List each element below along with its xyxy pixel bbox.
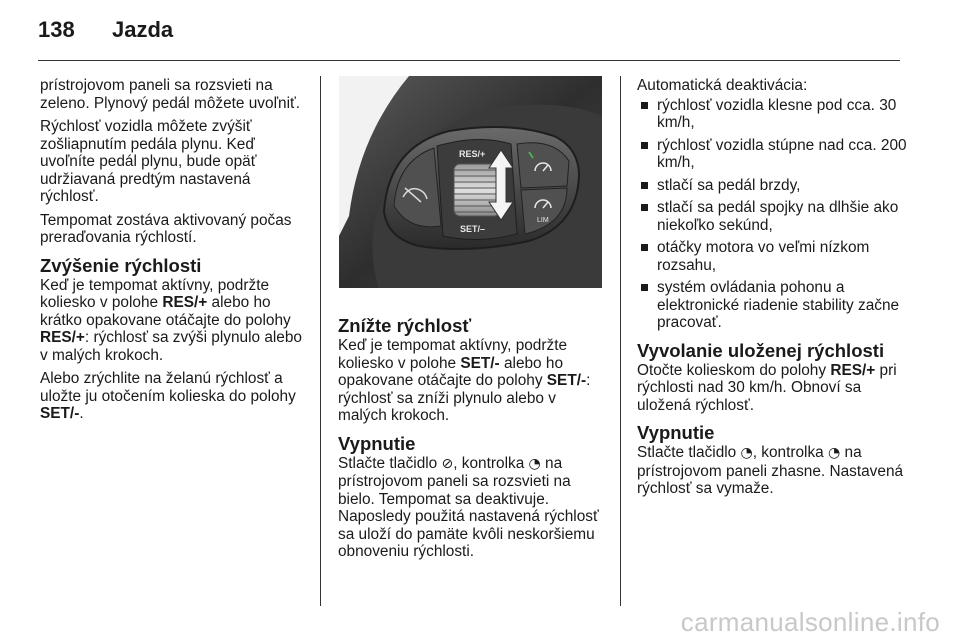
section-heading-decrease-speed: Znížte rýchlosť (338, 315, 472, 336)
cruise-control-cancel-icon: ⊘ (441, 455, 454, 472)
cruise-control-indicator-icon: ◔ (740, 445, 753, 461)
list-item: systém ovládania pohonu a elektronické riadenie stability začne pracovať. (637, 279, 909, 332)
list-item: stlačí sa pedál spojky na dlhšie ako niekoľko sekúnd, (637, 199, 909, 234)
paragraph: Tempomat zostáva aktivovaný počas preraďovania rýchlostí. (40, 211, 292, 246)
paragraph: Keď je tempomat aktívny, podržte koliesko v polohe SET/- alebo ho opakovane otáčajte do polohy SET/-: rýchlosť sa zníži plynulo alebo v malých krokoch. (338, 337, 591, 424)
paragraph: Rýchlosť vozidla môžete zvýšiť zošliapnutím pedála plynu. Keď uvoľníte pedál plynu, bude opäť udržiavaná predtým nastavená rýchlosť. (40, 118, 257, 205)
section-heading-increase-speed: Zvýšenie rýchlosti (40, 254, 202, 276)
column-divider-right (620, 76, 621, 606)
list-item: rýchlosť vozidla klesne pod cca. 30 km/h, (637, 97, 909, 132)
paragraph: Automatická deaktivácia: (637, 77, 808, 94)
label-lim: LIM (537, 217, 549, 224)
column-3 (637, 77, 909, 504)
cruise-control-switch-illustration (339, 76, 602, 288)
label-set: SET/– (460, 224, 486, 234)
column-1 (40, 77, 310, 429)
list-item: stlačí sa pedál brzdy, (637, 177, 909, 195)
list-item: rýchlosť vozidla stúpne nad cca. 200 km/h, (637, 137, 909, 172)
header-rule (38, 60, 900, 61)
paragraph: Otočte kolieskom do polohy RES/+ pri rýchlosti nad 30 km/h. Obnoví sa uložená rýchlosť. (637, 361, 897, 414)
page-title: Jazda (112, 17, 174, 42)
paragraph: Stlačte tlačidlo ⊘, kontrolka ◔ na prístrojovom paneli sa rozsvieti na bielo. Tempomat sa deaktivuje. Naposledy použitá nastavená rýchlosť sa uloží do pamäte kvôli neskoršiemu obnoveniu rýchlosti. (338, 454, 599, 560)
paragraph: prístrojovom paneli sa rozsvieti na zeleno. Plynový pedál môžete uvoľniť. (40, 77, 301, 112)
column-2 (338, 307, 608, 567)
section-heading-recall-speed: Vyvolanie uloženej rýchlosti (637, 339, 885, 361)
cruise-control-indicator-icon: ◔ (828, 445, 841, 461)
section-heading-switch-off-2: Vypnutie (637, 422, 715, 443)
section-heading-switch-off: Vypnutie (338, 432, 416, 454)
list-item: otáčky motora vo veľmi nízkom rozsahu, (637, 239, 909, 274)
column-divider-left (320, 76, 321, 606)
page-number: 138 (38, 17, 75, 42)
paragraph: Stlačte tlačidlo ◔, kontrolka ◔ na prístrojovom paneli zhasne. Nastavená rýchlosť sa vymaže. (637, 444, 904, 497)
cruise-control-indicator-icon: ◔ (528, 455, 541, 472)
watermark: carmanualsonline.info (680, 607, 940, 637)
auto-deactivation-list (637, 97, 909, 332)
paragraph: Alebo zrýchlite na želanú rýchlosť a uložte ju otočením kolieska do polohy SET/-. (40, 370, 296, 422)
paragraph: Keď je tempomat aktívny, podržte koliesko v polohe RES/+ alebo ho krátko opakovane otáčajte do polohy RES/+: rýchlosť sa zvýši plynulo alebo v malých krokoch. (40, 276, 302, 364)
label-res: RES/+ (459, 149, 486, 159)
